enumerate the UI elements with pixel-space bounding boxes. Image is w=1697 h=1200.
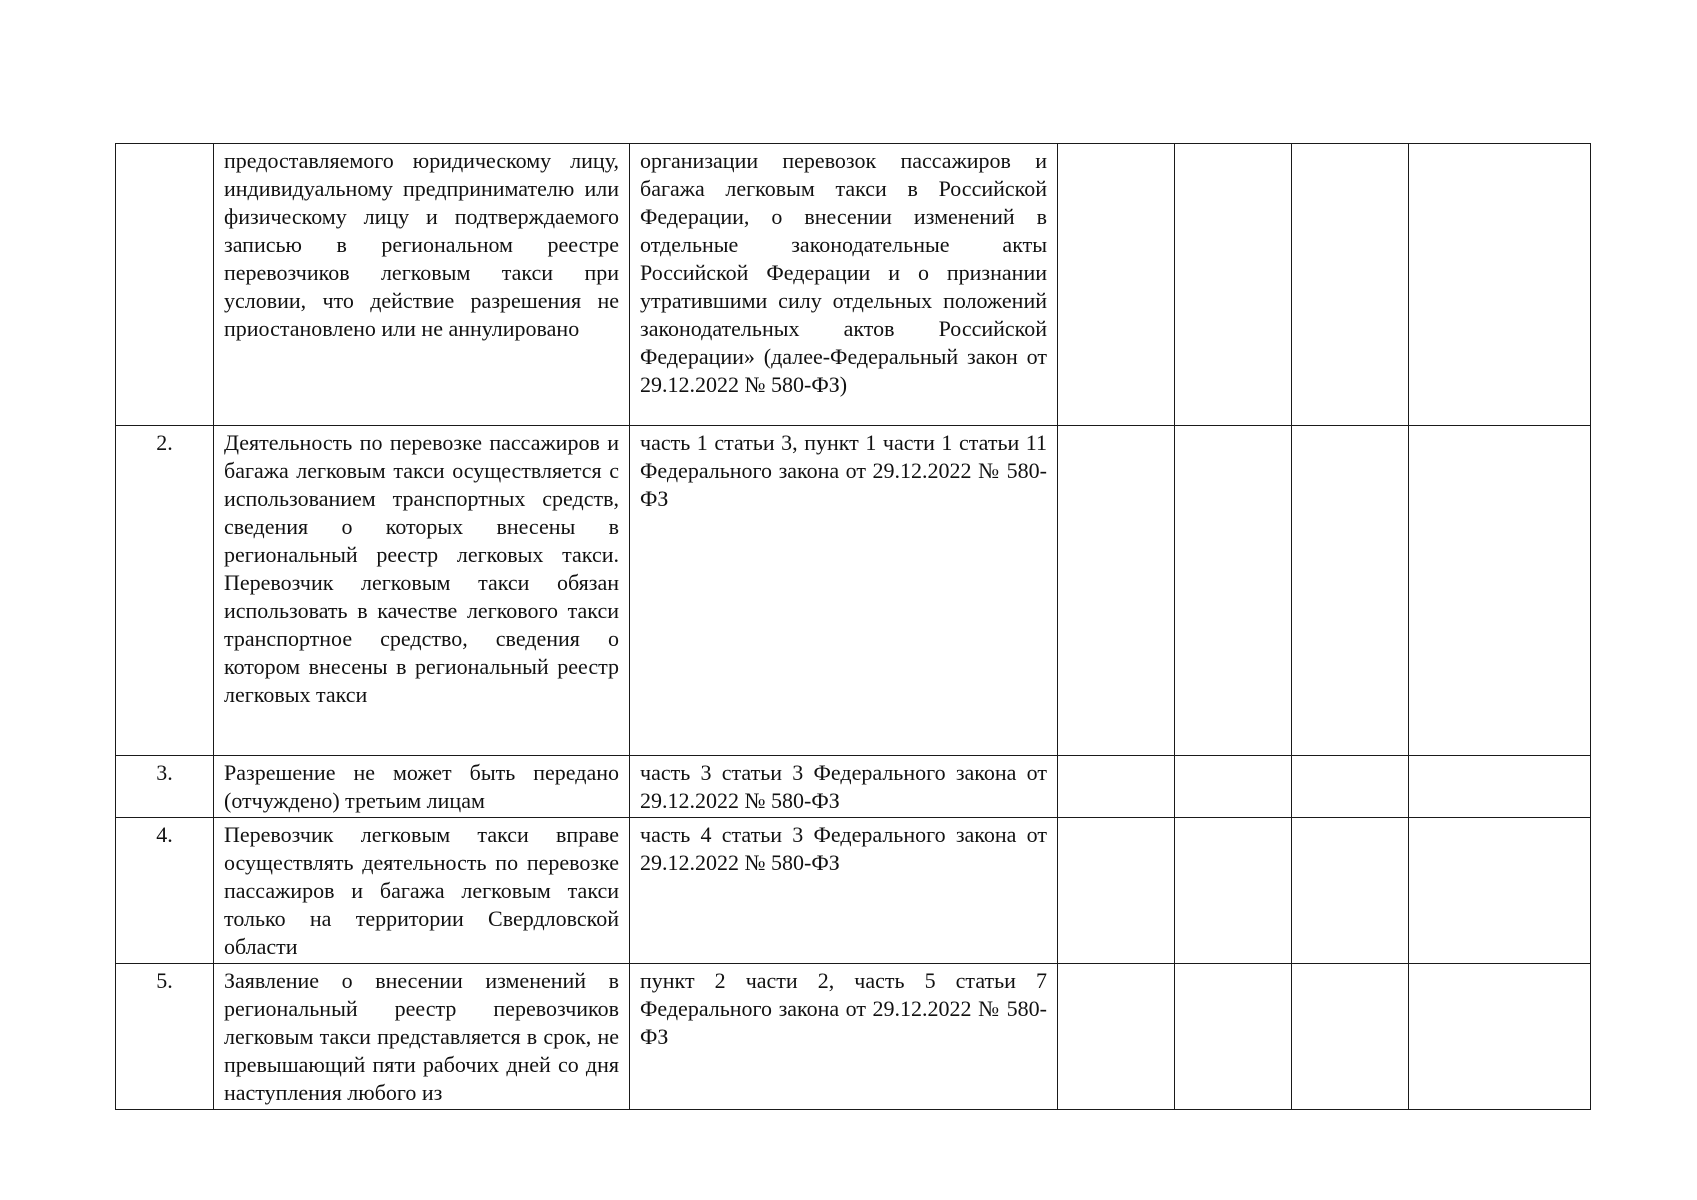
empty-cell <box>1058 964 1175 1110</box>
requirement-cell: Перевозчик легковым такси вправе осуществлять деятельность по перевозке пассажиров и багажа легковым такси только на территории Свердловской области <box>214 818 630 964</box>
table-row <box>116 756 1591 818</box>
empty-cell <box>1292 426 1409 756</box>
requirements-table <box>115 143 1591 1110</box>
empty-cell <box>1175 818 1292 964</box>
empty-cell <box>1409 818 1591 964</box>
empty-cell <box>1058 144 1175 426</box>
row-number <box>116 144 214 426</box>
empty-cell <box>1409 964 1591 1110</box>
empty-cell <box>1175 426 1292 756</box>
table-row <box>116 818 1591 964</box>
empty-cell <box>1175 964 1292 1110</box>
legal-reference-cell: пункт 2 части 2, часть 5 статьи 7 Федерального закона от 29.12.2022 № 580-ФЗ <box>630 964 1058 1110</box>
table-row <box>116 426 1591 756</box>
empty-cell <box>1058 756 1175 818</box>
empty-cell <box>1058 426 1175 756</box>
document-page <box>115 143 1590 1110</box>
empty-cell <box>1292 144 1409 426</box>
empty-cell <box>1058 818 1175 964</box>
requirement-cell: предоставляемого юридическому лицу, индивидуальному предпринимателю или физическому лицу и подтверждаемого записью в региональном реестре перевозчиков легковым такси при условии, что действие разрешения не приостановлено или не аннулировано <box>214 144 630 426</box>
legal-reference-cell: часть 3 статьи 3 Федерального закона от 29.12.2022 № 580-ФЗ <box>630 756 1058 818</box>
empty-cell <box>1175 756 1292 818</box>
table-row <box>116 964 1591 1110</box>
empty-cell <box>1292 756 1409 818</box>
requirement-cell: Заявление о внесении изменений в региональный реестр перевозчиков легковым такси представляется в срок, не превышающий пяти рабочих дней со дня наступления любого из <box>214 964 630 1110</box>
empty-cell <box>1292 818 1409 964</box>
row-number: 4. <box>116 818 214 964</box>
table-row <box>116 144 1591 426</box>
row-number: 2. <box>116 426 214 756</box>
empty-cell <box>1175 144 1292 426</box>
row-number: 3. <box>116 756 214 818</box>
requirement-cell: Разрешение не может быть передано (отчуждено) третьим лицам <box>214 756 630 818</box>
legal-reference-cell: часть 4 статьи 3 Федерального закона от 29.12.2022 № 580-ФЗ <box>630 818 1058 964</box>
legal-reference-cell: часть 1 статьи 3, пункт 1 части 1 статьи 11 Федерального закона от 29.12.2022 № 580-ФЗ <box>630 426 1058 756</box>
legal-reference-cell: организации перевозок пассажиров и багажа легковым такси в Российской Федерации, о внесении изменений в отдельные законодательные акты Российской Федерации и о признании утратившими силу отдельных положений законодательных актов Российской Федерации» (далее-Федеральный закон от 29.12.2022 № 580-ФЗ) <box>630 144 1058 426</box>
empty-cell <box>1292 964 1409 1110</box>
empty-cell <box>1409 144 1591 426</box>
empty-cell <box>1409 756 1591 818</box>
empty-cell <box>1409 426 1591 756</box>
row-number: 5. <box>116 964 214 1110</box>
requirement-cell: Деятельность по перевозке пассажиров и багажа легковым такси осуществляется с использованием транспортных средств, сведения о которых внесены в региональный реестр легковых такси. Перевозчик легковым такси обязан использовать в качестве легкового такси транспортное средство, сведения о котором внесены в региональный реестр легковых такси <box>214 426 630 756</box>
